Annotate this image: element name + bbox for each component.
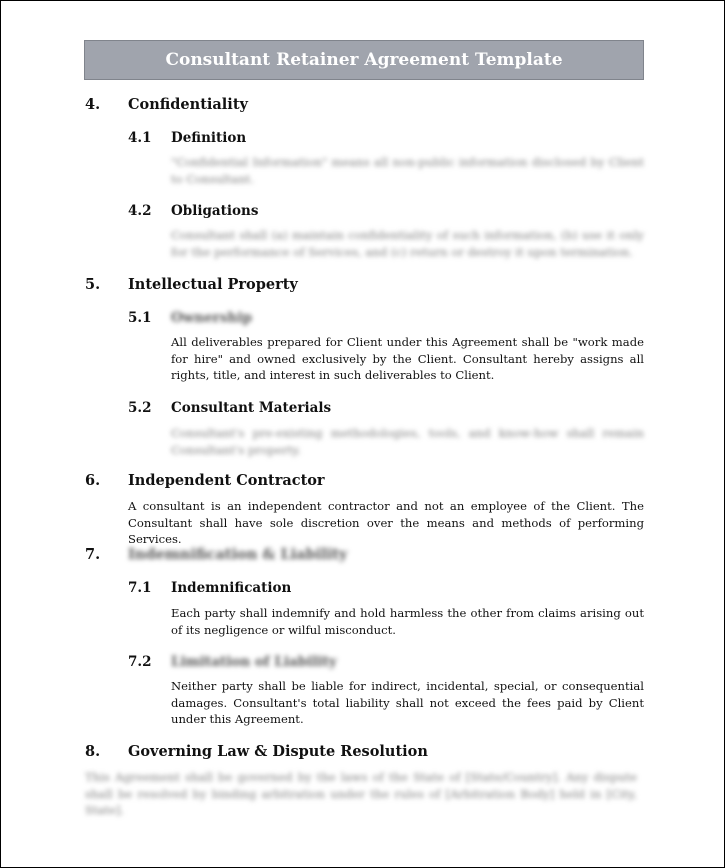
section-8-text: This Agreement shall be governed by the laws of the State of [State/Country]. Any dispute shall be resolved by binding arbitration under the rules of [Arbitration Body] held in [City, State]. <box>85 770 637 817</box>
section-7-number: 7. <box>85 546 101 563</box>
section-5-number: 5. <box>85 276 101 293</box>
section-4-1-title: Definition <box>171 130 247 146</box>
section-6-text: A consultant is an independent contractor and not an employee of the Client. The Consultant shall have sole discretion over the means and methods of performing Services. <box>128 499 644 546</box>
section-8-number: 8. <box>85 743 101 760</box>
section-6-number: 6. <box>85 472 101 489</box>
section-7-1-text: Each party shall indemnify and hold harmless the other from claims arising out of its negligence or wilful misconduct. <box>171 606 644 637</box>
section-5-2-text: Consultant's pre-existing methodologies, tools, and know-how shall remain Consultant's property. <box>171 426 644 457</box>
section-4-2-text: Consultant shall (a) maintain confidentiality of such information, (b) use it only for the performance of Services, and (c) return or destroy it upon termination. <box>171 228 644 259</box>
section-4-2-number: 4.2 <box>128 203 152 219</box>
section-5-title: Intellectual Property <box>128 276 298 293</box>
section-4-title: Confidentiality <box>128 96 248 113</box>
section-5-2-number: 5.2 <box>128 400 152 416</box>
section-7-1-title: Indemnification <box>171 580 292 596</box>
section-5-1-number: 5.1 <box>128 310 152 326</box>
section-5-2-title: Consultant Materials <box>171 400 332 416</box>
section-7-2-text: Neither party shall be liable for indirect, incidental, special, or consequential damages. Consultant's total liability shall not exceed the fees paid by Client under this Agreement. <box>171 679 644 726</box>
section-5-1-text: All deliverables prepared for Client under this Agreement shall be "work made for hire" and owned exclusively by the Client. Consultant hereby assigns all rights, title, and interest in such deliverables to Client. <box>171 335 644 382</box>
section-7-2-title: Limitation of Liability <box>171 654 337 670</box>
document-title: Consultant Retainer Agreement Template <box>84 40 644 80</box>
section-7-1-number: 7.1 <box>128 580 152 596</box>
section-8-title: Governing Law & Dispute Resolution <box>128 743 428 760</box>
section-6-title: Independent Contractor <box>128 472 325 489</box>
section-4-1-text: "Confidential Information" means all non-public information disclosed by Client to Consultant. <box>171 155 644 186</box>
section-4-2-title: Obligations <box>171 203 259 219</box>
section-7-title: Indemnification & Liability <box>128 546 348 563</box>
section-5-1-title: Ownership <box>171 310 252 326</box>
section-7-2-number: 7.2 <box>128 654 152 670</box>
section-4-1-number: 4.1 <box>128 130 152 146</box>
section-4-number: 4. <box>85 96 101 113</box>
